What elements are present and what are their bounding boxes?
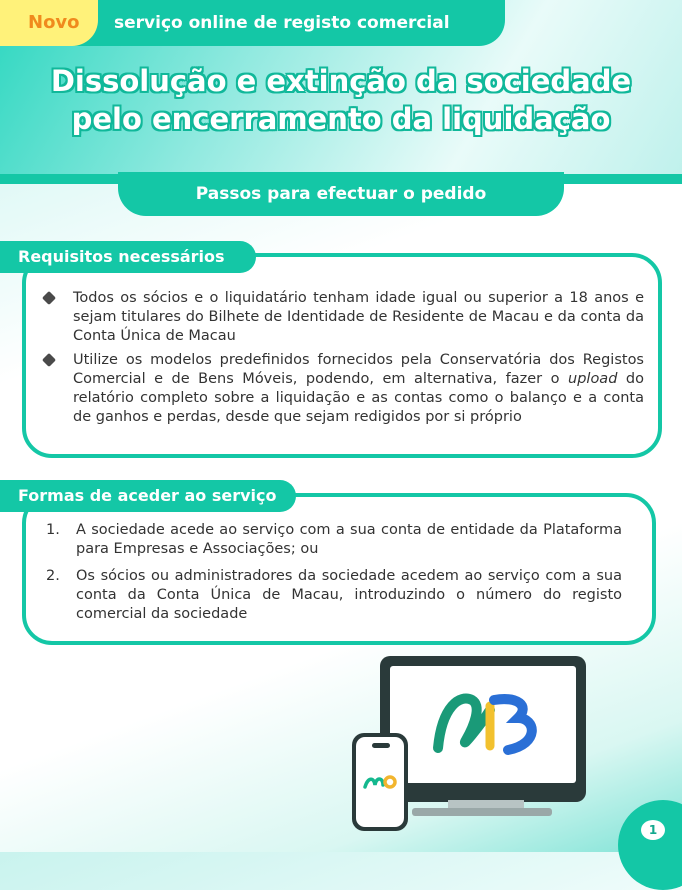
page-title	[0, 62, 682, 138]
requirement-text-part: do relatório completo sobre a liquidação e as contas como o balanço e a conta de ganhos e perdas, desde que sejam redigidos por si próprio	[73, 371, 644, 425]
steps-heading: Passos para efectuar o pedido	[118, 172, 564, 216]
access-heading: Formas de aceder ao serviço	[0, 480, 296, 512]
access-text: A sociedade acede ao serviço com a sua conta de entidade da Plataforma para Empresas e Associações; ou	[76, 522, 622, 557]
macau-one-account-logo-icon	[356, 737, 404, 827]
page-title-line-2: pelo encerramento da liquidação	[71, 102, 611, 136]
list-number: 1.	[46, 522, 60, 538]
phone-notch	[372, 743, 390, 748]
new-badge-label: Novo	[28, 12, 80, 33]
list-item	[44, 351, 644, 427]
requirement-text-part: Utilize os modelos predefinidos fornecidos pela Conservatória dos Registos Comercial e de Bens Móveis, podendo, em alternativa, fazer o	[73, 352, 644, 387]
diamond-bullet-icon	[42, 291, 56, 305]
access-text: Os sócios ou administradores da sociedade acedem ao serviço com a sua conta da Conta Única de Macau, introduzindo o número do registo comercial da sociedade	[76, 568, 622, 622]
list-item	[46, 521, 622, 559]
new-badge	[0, 0, 98, 46]
monitor-screen	[390, 666, 576, 783]
diamond-bullet-icon	[42, 353, 56, 367]
phone-illustration	[352, 733, 408, 831]
list-item	[44, 289, 644, 346]
requirements-list	[44, 289, 644, 432]
requirements-heading: Requisitos necessários	[0, 241, 256, 273]
access-list	[46, 521, 622, 632]
business-platform-logo-icon	[390, 666, 576, 783]
service-tagline: serviço online de registo comercial	[114, 13, 450, 33]
page-number: 1	[641, 820, 665, 840]
requirement-text-emphasis: upload	[568, 371, 618, 387]
phone-screen	[356, 737, 404, 827]
list-item	[46, 567, 622, 624]
monitor-illustration	[380, 656, 586, 802]
page-title-line-1: Dissolução e extinção da sociedade	[50, 64, 632, 98]
requirement-text: Todos os sócios e o liquidatário tenham idade igual ou superior a 18 anos e sejam titulares do Bilhete de Identidade de Residente de Macau e da conta da Conta Única de Macau	[73, 290, 644, 344]
list-number: 2.	[46, 568, 60, 584]
page-corner	[618, 800, 682, 890]
requirement-text	[73, 352, 644, 425]
monitor-base	[412, 808, 552, 816]
